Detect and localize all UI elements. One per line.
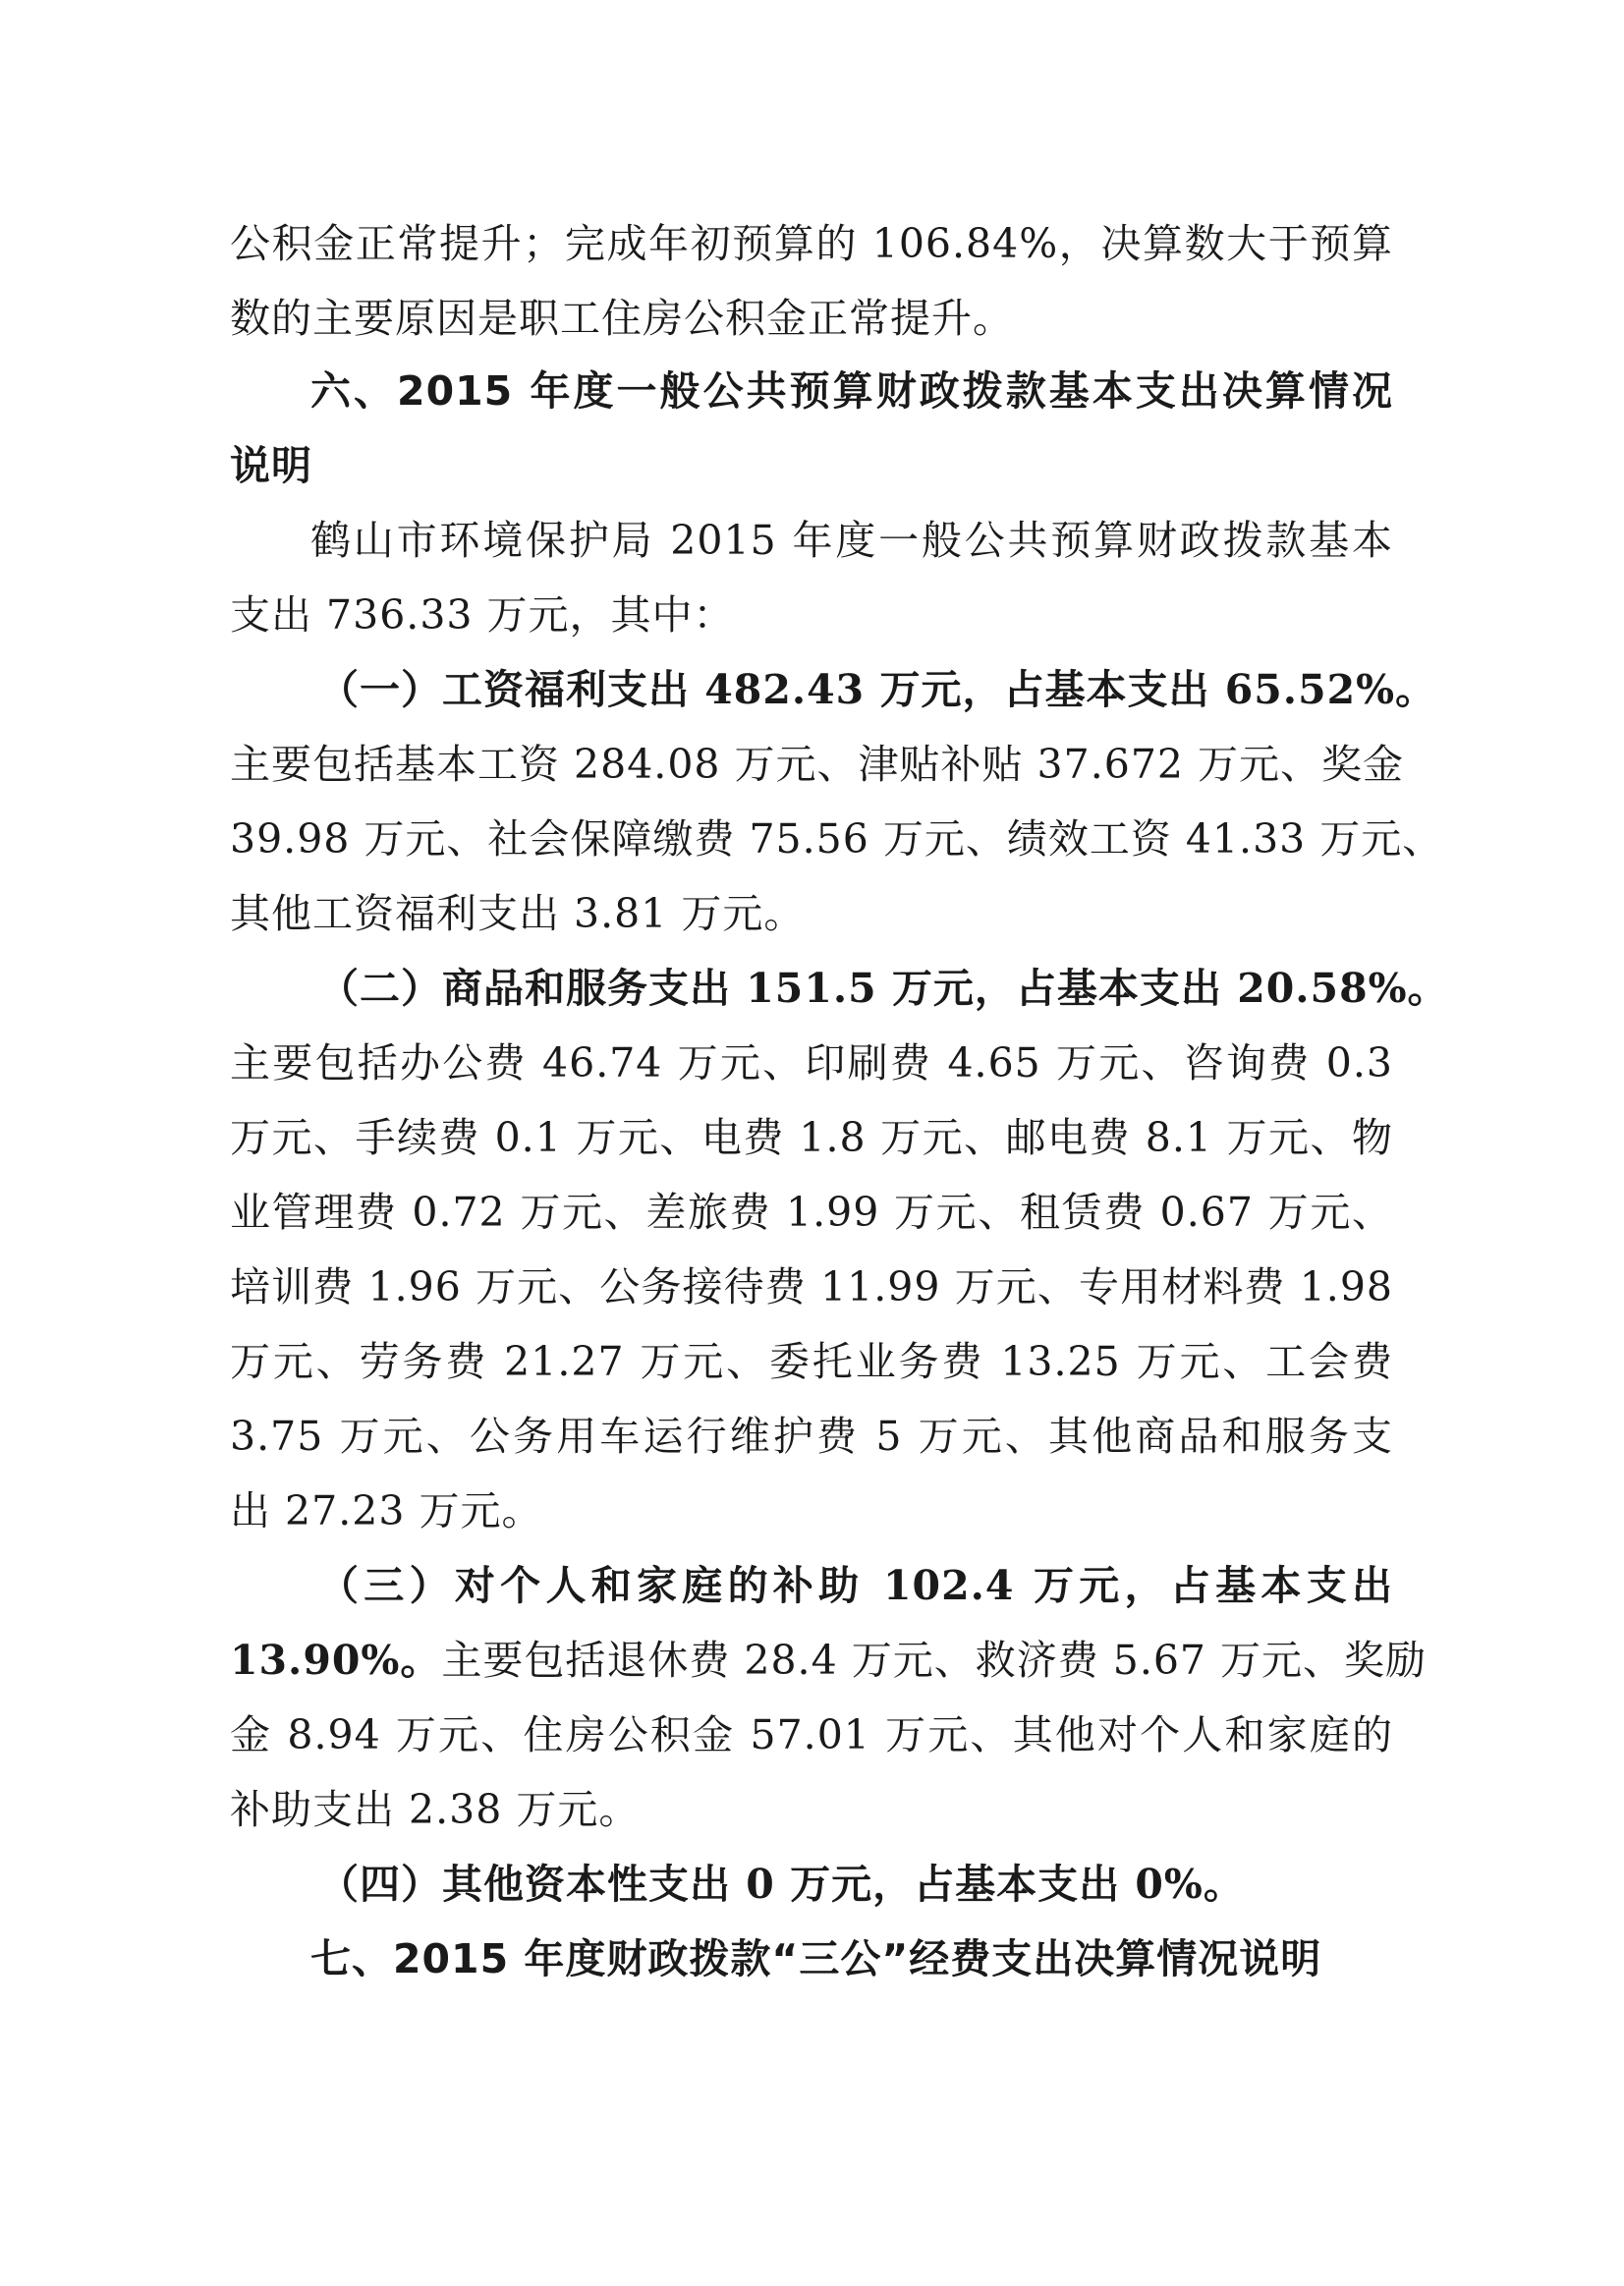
text-line: 出 27.23 万元。 — [230, 1487, 543, 1534]
text-line: 金 8.94 万元、住房公积金 57.01 万元、其他对个人和家庭的 — [230, 1711, 1393, 1758]
text-line: 鹤山市环境保护局 2015 年度一般公共预算财政拨款基本 — [310, 517, 1393, 564]
text-line: 万元、手续费 0.1 万元、电费 1.8 万元、邮电费 8.1 万元、物 — [230, 1114, 1393, 1161]
text-line: 补助支出 2.38 万元。 — [230, 1786, 641, 1833]
subheading-4: （四）其他资本性支出 0 万元，占基本支出 0%。 — [318, 1861, 1245, 1908]
text-line: 其他工资福利支出 3.81 万元。 — [230, 890, 806, 937]
text-line: 数的主要原因是职工住房公积金正常提升。 — [230, 295, 1014, 342]
section-heading-6-cont: 说明 — [230, 442, 312, 489]
subheading-3-percent: 13.90%。 — [230, 1637, 442, 1684]
text-line: 主要包括基本工资 284.08 万元、津贴补贴 37.672 万元、奖金 — [230, 741, 1405, 788]
text-line: 支出 736.33 万元，其中： — [230, 591, 735, 639]
subheading-1: （一）工资福利支出 482.43 万元，占基本支出 65.52%。 — [318, 666, 1437, 713]
text-line: 3.75 万元、公务用车运行维护费 5 万元、其他商品和服务支 — [230, 1413, 1393, 1460]
section-heading-6: 六、2015 年度一般公共预算财政拨款基本支出决算情况 — [310, 367, 1393, 415]
text-line: 39.98 万元、社会保障缴费 75.56 万元、绩效工资 41.33 万元、 — [230, 815, 1444, 863]
text-line: 万元、劳务费 21.27 万元、委托业务费 13.25 万元、工会费 — [230, 1338, 1393, 1385]
text-line: 培训费 1.96 万元、公务接待费 11.99 万元、专用材料费 1.98 — [230, 1263, 1393, 1310]
text-line-rest: 主要包括退休费 28.4 万元、救济费 5.67 万元、奖励 — [441, 1637, 1428, 1684]
subheading-2: （二）商品和服务支出 151.5 万元，占基本支出 20.58%。 — [318, 965, 1449, 1012]
text-line — [230, 1623, 1428, 1698]
section-heading-7: 七、2015 年度财政拨款“三公”经费支出决算情况说明 — [310, 1935, 1322, 1982]
subheading-3: （三）对个人和家庭的补助 102.4 万元，占基本支出 — [318, 1562, 1393, 1609]
text-line: 业管理费 0.72 万元、差旅费 1.99 万元、租赁费 0.67 万元、 — [230, 1189, 1393, 1236]
text-line: 主要包括办公费 46.74 万元、印刷费 4.65 万元、咨询费 0.3 — [230, 1039, 1393, 1087]
text-line: 公积金正常提升；完成年初预算的 106.84%，决算数大于预算 — [230, 220, 1393, 267]
